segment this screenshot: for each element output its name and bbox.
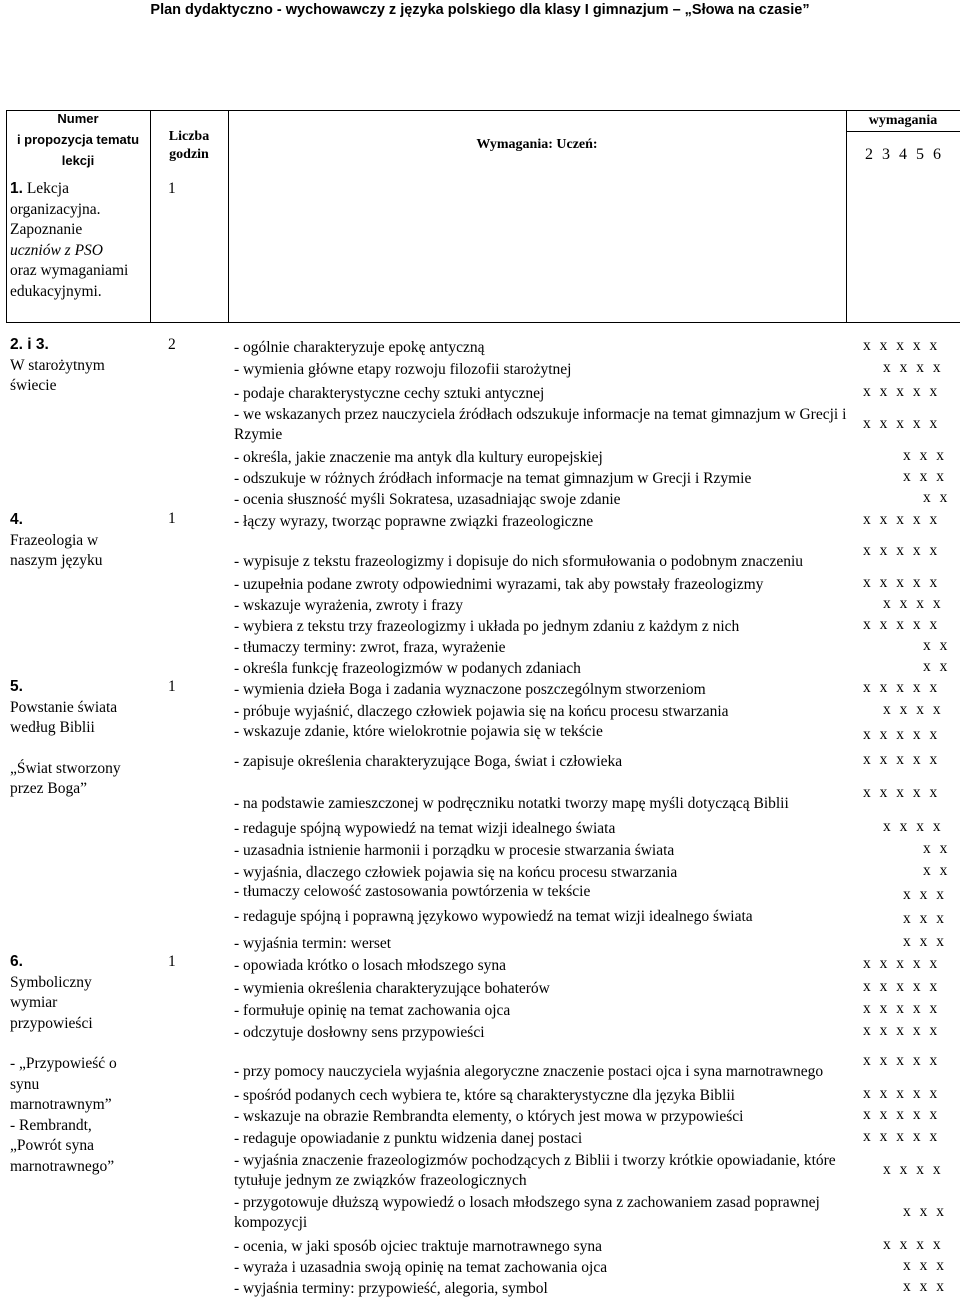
- requirement-text: - spośród podanych cech wybiera te, które są charakterystyczne dla języka Biblii: [234, 1087, 735, 1104]
- requirement-levels: x x x: [903, 910, 944, 927]
- requirement-levels: x x x: [903, 467, 944, 485]
- requirement-text: - wybiera z tekstu trzy frazeologizmy i układa po jednym zdaniu z każdym z nich: [234, 618, 740, 635]
- requirement-text: - określa, jakie znaczenie ma antyk dla kultury europejskiej: [234, 449, 603, 466]
- lesson-4-hours: 1: [168, 510, 176, 527]
- requirement-text: - uzasadnia istnienie harmonii i porządku w procesie stwarzania świata: [234, 842, 675, 859]
- header-lesson: Numer i propozycja tematu lekcji: [16, 111, 140, 168]
- header-hours: Liczba godzin: [168, 129, 210, 162]
- requirement-row: [234, 816, 960, 837]
- requirement-text: - wskazuje wyrażenia, zwroty i frazy: [234, 597, 463, 614]
- header-levels: 2 3 4 5 6: [865, 146, 941, 163]
- requirement-row: [234, 466, 960, 487]
- requirement-text: - wyjaśnia terminy: przypowieść, alegoria, symbol: [234, 1280, 548, 1297]
- requirement-levels: x x x: [903, 886, 944, 903]
- requirement-text: - wymienia określenia charakteryzujące bohaterów: [234, 980, 550, 997]
- lesson-2-3-hours: 2: [168, 336, 176, 353]
- requirement-levels: x x x x: [883, 1235, 941, 1253]
- requirement-levels: x x x x x: [863, 678, 938, 696]
- lesson-2-3: 2. i 3. W starożytnym świecie: [10, 336, 105, 394]
- requirement-text: - uzupełnia podane zwroty odpowiednimi wyrazami, tak aby powstały frazeologizmy: [234, 576, 764, 593]
- requirement-levels: x x x: [903, 1277, 944, 1295]
- requirement-text: - odczytuje dosłowny sens przypowieści: [234, 1024, 485, 1041]
- requirement-levels: x x x x x: [863, 784, 938, 801]
- requirement-text: - określa funkcję frazeologizmów w podanych zdaniach: [234, 660, 581, 677]
- requirement-text: - opowiada krótko o losach młodszego syna: [234, 957, 507, 974]
- lesson-number: 1.: [10, 180, 23, 197]
- requirement-text: - wyjaśnia, dlaczego człowiek pojawia się na końcu procesu stwarzania: [234, 864, 678, 881]
- requirement-levels: x x x x x: [863, 415, 938, 432]
- requirement-row: [234, 699, 960, 720]
- header-col-divider-4: [846, 110, 847, 322]
- requirement-levels: x x x x x: [863, 954, 938, 972]
- requirement-text: - wymienia główne etapy rozwoju filozofii starożytnej: [234, 361, 572, 378]
- header-requirements: Wymagania: Uczeń:: [476, 137, 598, 152]
- requirement-row: [234, 838, 960, 859]
- requirement-levels: x x x x x: [863, 999, 938, 1017]
- requirement-row: [234, 1255, 960, 1276]
- requirement-levels: x x x x x: [863, 382, 938, 400]
- requirement-levels: x x x: [903, 446, 944, 464]
- requirement-text: - we wskazanych przez nauczyciela źródłach odszukuje informacje na temat gimnazjum w Grecji i Rzymie: [234, 406, 847, 443]
- requirement-levels: x x x x x: [863, 1105, 938, 1123]
- requirement-row: [234, 976, 960, 997]
- requirement-levels: x x x x x: [863, 1084, 938, 1102]
- requirement-row: [234, 1020, 960, 1041]
- requirement-text: - odszukuje w różnych źródłach informacje na temat gimnazjum w Grecji i Rzymie: [234, 470, 752, 487]
- requirement-row: [234, 953, 960, 974]
- requirement-text: - wypisuje z tekstu frazeologizmy i dopisuje do nich sformułowania o podobnym znaczeniu: [234, 553, 804, 570]
- requirement-levels: x x: [923, 839, 948, 857]
- lesson-5: 5. Powstanie świata według Biblii „Świat stworzony przez Boga”: [10, 678, 121, 797]
- requirement-row: [234, 1104, 960, 1125]
- requirement-levels: x x x x x: [863, 1127, 938, 1145]
- requirement-text: - wyraża i uzasadnia swoją opinię na temat zachowania ojca: [234, 1259, 608, 1276]
- requirement-text: - formułuje opinię na temat zachowania ojca: [234, 1002, 511, 1019]
- requirement-levels: x x x x: [883, 1161, 941, 1178]
- requirement-levels: x x x x x: [863, 726, 938, 743]
- header-bottom-border: [6, 322, 960, 323]
- requirement-row: [234, 1276, 960, 1297]
- requirement-text: - próbuje wyjaśnić, dlaczego człowiek pojawia się na końcu procesu stwarzania: [234, 703, 729, 720]
- requirement-text: - wskazuje zdanie, które wielokrotnie pojawia się w tekście: [234, 723, 603, 740]
- requirement-row: [234, 593, 960, 614]
- requirement-levels: x x: [923, 861, 948, 879]
- requirement-row: [234, 487, 960, 508]
- requirement-levels: x x x: [903, 1256, 944, 1274]
- requirement-row: [234, 403, 960, 445]
- requirement-levels: x x x x x: [863, 1052, 938, 1069]
- requirement-row: [234, 656, 960, 677]
- requirement-levels: x x x: [903, 932, 944, 950]
- requirement-text: - wyjaśnia znaczenie frazeologizmów pochodzących z Biblii i tworzy krótkie opowiadanie, które tytułuje jednym ze związków frazeologicznych: [234, 1152, 836, 1189]
- requirement-text: - wskazuje na obrazie Rembrandta elementy, o których jest mowa w przypowieści: [234, 1108, 744, 1125]
- requirement-row: [234, 749, 960, 770]
- requirement-row: [234, 772, 960, 814]
- requirement-row: [234, 1234, 960, 1255]
- requirement-text: - tłumaczy terminy: zwrot, fraza, wyrażenie: [234, 639, 506, 656]
- requirement-text: - zapisuje określenia charakteryzujące Boga, świat i człowieka: [234, 753, 623, 770]
- requirement-levels: x x x x x: [863, 977, 938, 995]
- requirement-text: - redaguje spójną wypowiedź na temat wizji idealnego świata: [234, 820, 616, 837]
- requirement-text: - podaje charakterystyczne cechy sztuki antycznej: [234, 385, 545, 402]
- requirement-row: [234, 1040, 960, 1082]
- requirement-row: [234, 381, 960, 402]
- requirement-levels: x x x x x: [863, 1021, 938, 1039]
- requirement-row: [234, 860, 960, 881]
- lesson-5-hours: 1: [168, 678, 176, 695]
- requirement-levels: x x x x x: [863, 542, 938, 559]
- lesson-1-hours: 1: [168, 180, 176, 197]
- requirement-levels: x x: [923, 657, 948, 675]
- requirement-levels: x x: [923, 488, 948, 506]
- lesson-6-hours: 1: [168, 953, 176, 970]
- requirement-row: [234, 722, 960, 748]
- requirement-text: - ocenia, w jaki sposób ojciec traktuje marnotrawnego syna: [234, 1238, 603, 1255]
- requirement-row: [234, 445, 960, 466]
- requirement-levels: x x x x: [883, 817, 941, 835]
- requirement-row: [234, 635, 960, 656]
- requirement-row: [234, 1126, 960, 1147]
- requirement-text: - przygotowuje dłuższą wypowiedź o losach młodszego syna z zachowaniem zasad poprawnej kompozycji: [234, 1194, 820, 1231]
- requirement-row: [234, 335, 960, 356]
- requirement-row: [234, 357, 960, 378]
- requirement-text: - wymienia dzieła Boga i zadania wyznaczone poszczególnym stworzeniom: [234, 681, 706, 698]
- requirement-row: [234, 998, 960, 1019]
- requirement-text: - wyjaśnia termin: werset: [234, 935, 392, 952]
- requirement-levels: x x x x: [883, 358, 941, 376]
- requirement-text: - ogólnie charakteryzuje epokę antyczną: [234, 339, 485, 356]
- requirement-row: [234, 530, 960, 572]
- requirement-levels: x x x x x: [863, 336, 938, 354]
- requirement-levels: x x x x: [883, 594, 941, 612]
- requirement-levels: x x x x x: [863, 750, 938, 768]
- requirement-levels: x x x x x: [863, 510, 938, 528]
- requirement-levels: x x x x: [883, 700, 941, 718]
- requirement-row: [234, 907, 960, 931]
- requirement-row: [234, 572, 960, 593]
- requirement-row: [234, 1149, 960, 1191]
- requirement-text: - redaguje spójną i poprawną językowo wypowiedź na temat wizji idealnego świata: [234, 908, 753, 925]
- requirement-row: [234, 677, 960, 698]
- lesson-4: 4. Frazeologia w naszym języku: [10, 511, 103, 569]
- requirement-levels: x x x x x: [863, 615, 938, 633]
- requirement-levels: x x: [923, 636, 948, 654]
- requirement-text: - przy pomocy nauczyciela wyjaśnia alegoryczne znaczenie postaci ojca i syna marnotrawnego: [234, 1063, 824, 1080]
- requirement-text: - łączy wyrazy, tworząc poprawne związki frazeologiczne: [234, 513, 594, 530]
- requirement-levels: x x x x x: [863, 573, 938, 591]
- requirement-text: - redaguje opowiadanie z punktu widzenia danej postaci: [234, 1130, 583, 1147]
- requirement-text: - na podstawie zamieszczonej w podręczniku notatki tworzy mapę myśli dotyczącą Biblii: [234, 795, 789, 812]
- lesson-6: 6. Symboliczny wymiar przypowieści - „Przypowieść o synu marnotrawnym” - Rembrandt, „Powrót syna marnotrawnego”: [10, 953, 117, 1175]
- requirement-row: [234, 614, 960, 635]
- document-title: Plan dydaktyczno - wychowawczy z języka polskiego dla klasy I gimnazjum – „Słowa na czasie”: [150, 2, 810, 18]
- lesson-1: 1. Lekcja organizacyjna. Zapoznanie uczniów z PSO oraz wymaganiami edukacyjnymi.: [10, 180, 129, 300]
- requirement-levels: x x x: [903, 1203, 944, 1220]
- requirement-row: [234, 882, 960, 908]
- requirement-row: [234, 509, 960, 530]
- levels-divider: [846, 131, 960, 132]
- header-levels-title: wymagania: [868, 113, 938, 128]
- requirement-text: - tłumaczy celowość zastosowania powtórzenia w tekście: [234, 883, 591, 900]
- requirement-text: - ocenia słuszność myśli Sokratesa, uzasadniając swoje zdanie: [234, 491, 621, 508]
- requirement-row: [234, 931, 960, 952]
- requirement-row: [234, 1191, 960, 1233]
- requirement-row: [234, 1083, 960, 1104]
